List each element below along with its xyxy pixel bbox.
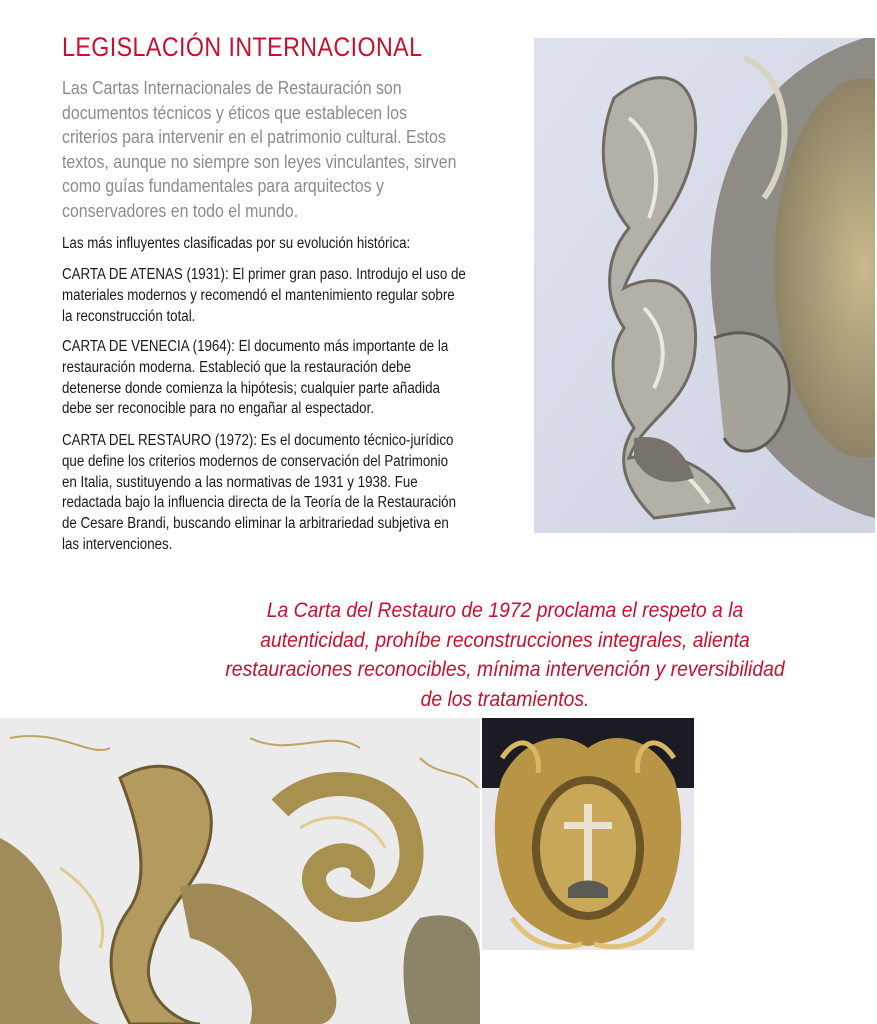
- photo-gold-embroidery: [0, 718, 480, 1024]
- photo-silver-embroidery: [534, 38, 875, 533]
- charter-venice: CARTA DE VENECIA (1964): El documento más importante de la restauración moderna. Estableció que la restauración debe detenerse donde comienza la hipótesis; cualquier parte añadida debe ser reconocible para no engañar al espectador.: [62, 338, 449, 418]
- charter-athens: CARTA DE ATENAS (1931): El primer gran paso. Introdujo el uso de materiales modernos y recomendó el mantenimiento regular sobre la reconstrucción total.: [62, 266, 466, 325]
- pull-quote: La Carta del Restauro de 1972 proclama el respeto a la autenticidad, prohíbe reconstrucciones integrales, alienta restauraciones reconocibles, mínima intervención y reversibilidad de los tratamientos.: [225, 598, 785, 711]
- intro-paragraph: Las Cartas Internacionales de Restauración son documentos técnicos y éticos que establecen los criterios para intervenir en el patrimonio cultural. Estos textos, aunque no siempre son leyes vinculantes, sirven como guías fundamentales para arquitectos y conservadores en todo el mundo.: [62, 77, 457, 221]
- photo-emblem-cross: [482, 718, 694, 950]
- charter-restauro: CARTA DEL RESTAURO (1972): Es el documento técnico-jurídico que define los criterios modernos de conservación del Patrimonio en Italia, sustituyendo a las normativas de 1931 y 1938. Fue redactada bajo la influencia directa de la Teoría de la Restauración de Cesare Brandi, buscando eliminar la arbitrariedad subjetiva en las intervenciones.: [62, 432, 456, 553]
- page-title: LEGISLACIÓN INTERNACIONAL: [62, 32, 423, 62]
- charters-subtitle: Las más influyentes clasificadas por su evolución histórica:: [62, 235, 411, 252]
